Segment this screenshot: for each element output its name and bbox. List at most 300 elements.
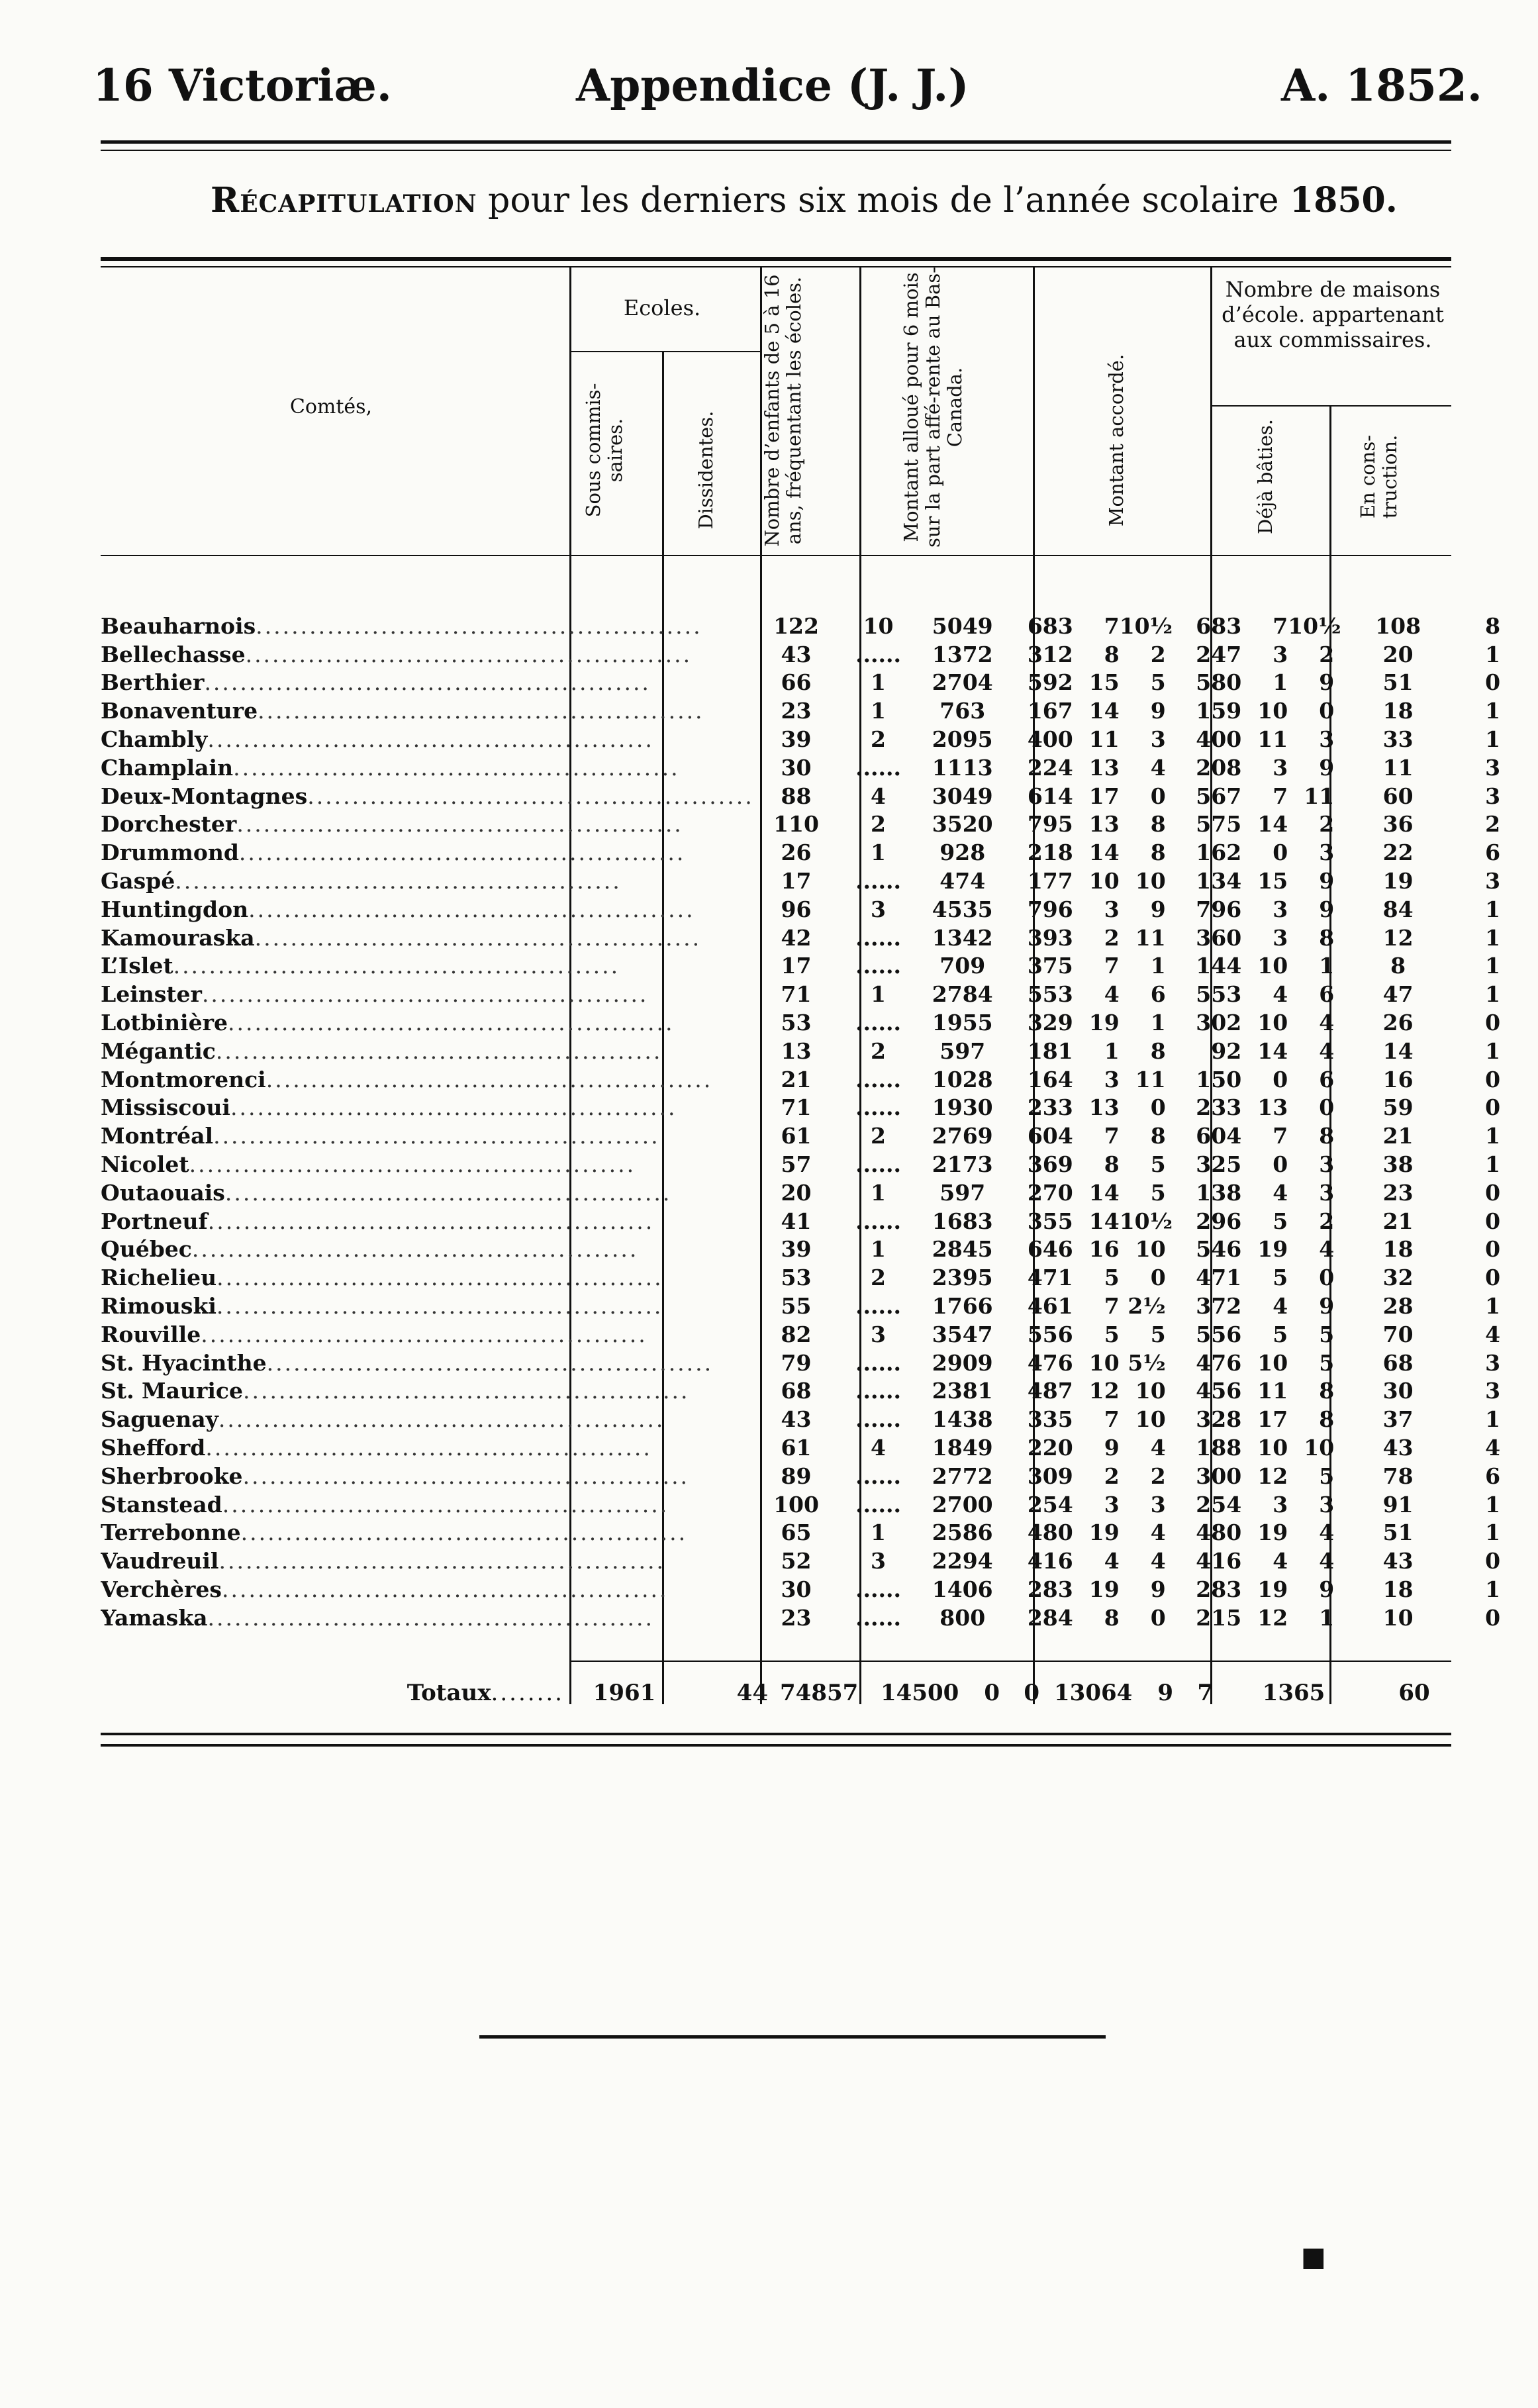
- cell-diss: 1: [871, 1236, 887, 1263]
- cell-alloue: [1007, 612, 1175, 640]
- cell-baties: 78: [1382, 1463, 1414, 1489]
- alloue-part: 9: [1104, 1435, 1120, 1461]
- cell-alloue: [1007, 1008, 1175, 1037]
- cell-county: Bellechasse..................................................: [101, 641, 693, 667]
- cell-accorde: [1175, 1349, 1349, 1377]
- cell-baties: 60: [1382, 783, 1414, 809]
- accorde-part: 0: [1273, 1151, 1288, 1178]
- alloue-part: 7: [1104, 1406, 1120, 1433]
- alloue-part: 2: [1104, 924, 1120, 951]
- alloue-part: 7: [1104, 1293, 1120, 1320]
- alloue-part: 12: [1088, 1378, 1120, 1404]
- county-name: Montmorenci: [101, 1066, 266, 1092]
- cell-constr: 1: [1485, 1123, 1501, 1149]
- col-montant-accorde-heading: Montant accordé.: [1105, 354, 1128, 527]
- county-name: Nicolet: [101, 1151, 189, 1178]
- alloue-part: 224: [1027, 754, 1073, 781]
- cell-county: L’Islet..................................................: [101, 953, 620, 979]
- cell-baties: 51: [1382, 1519, 1414, 1546]
- cell-constr: 3: [1485, 868, 1501, 894]
- cell-baties: 12: [1382, 924, 1414, 951]
- alloue-part: 487: [1027, 1378, 1073, 1404]
- accorde-part: 3: [1319, 1151, 1335, 1178]
- cell-enfants: 928: [939, 840, 986, 866]
- accorde-part: 3: [1273, 924, 1288, 951]
- cell-county: Bonaventure..................................................: [101, 698, 704, 724]
- accorde-part: 162: [1196, 840, 1242, 866]
- county-name: Lotbinière: [101, 1010, 228, 1036]
- table-row: [101, 1575, 1538, 1604]
- cell-sous: 43: [781, 1406, 812, 1433]
- cell-accorde: [1175, 1405, 1349, 1433]
- accorde-part: 19: [1257, 1236, 1288, 1263]
- alloue-part: 476: [1027, 1349, 1073, 1376]
- cell-alloue: [1007, 980, 1175, 1008]
- col-deja-baties-heading: Déjà bâties.: [1254, 419, 1276, 534]
- cell-sous: 43: [781, 641, 812, 667]
- cell-alloue: [1007, 1179, 1175, 1207]
- cell-accorde: [1175, 1179, 1349, 1207]
- cell-enfants: 5049: [932, 612, 993, 639]
- alloue-part: 181: [1027, 1037, 1073, 1064]
- county-name: Missiscoui: [101, 1094, 230, 1121]
- accorde-part: 4: [1319, 1236, 1335, 1263]
- cell-baties: 33: [1382, 726, 1414, 753]
- alloue-part: 8: [1150, 840, 1166, 866]
- alloue-part: 218: [1027, 840, 1073, 866]
- accorde-part: 8: [1319, 924, 1335, 951]
- accorde-part: 9: [1319, 754, 1335, 781]
- cell-accorde: [1175, 1547, 1349, 1575]
- accorde-part: 3: [1319, 840, 1335, 866]
- cell-enfants: 1438: [932, 1406, 993, 1433]
- alloue-part: 471: [1027, 1265, 1073, 1291]
- accorde-part: 476: [1196, 1349, 1242, 1376]
- alloue-part: 9: [1150, 896, 1166, 922]
- alloue-part: 7: [1104, 612, 1120, 639]
- county-name: St. Maurice: [101, 1378, 243, 1404]
- cell-accorde: [1175, 952, 1349, 981]
- alloue-part: 393: [1027, 924, 1073, 951]
- col-comtes-heading: Comtés,: [289, 395, 373, 418]
- cell-county: Saguenay..................................................: [101, 1406, 665, 1433]
- county-name: Terrebonne: [101, 1519, 241, 1546]
- county-name: Drummond: [101, 840, 239, 866]
- cell-sous: 96: [781, 896, 812, 922]
- alloue-part: 19: [1088, 1519, 1120, 1546]
- accorde-part: 247: [1196, 641, 1242, 667]
- cell-constr: 0: [1485, 1604, 1501, 1631]
- totals-enfants: 74857: [780, 1680, 859, 1706]
- cell-county: Sherbrooke..................................................: [101, 1463, 690, 1489]
- cell-alloue: [1007, 782, 1175, 810]
- totals-label-cell: Totaux........: [407, 1680, 564, 1706]
- cell-enfants: 2769: [932, 1123, 993, 1149]
- alloue-part: 4: [1104, 981, 1120, 1008]
- alloue-part: 1: [1150, 953, 1166, 979]
- alloue-part: 335: [1027, 1406, 1073, 1433]
- cell-county: Berthier..................................................: [101, 669, 651, 696]
- cell-constr: 1: [1485, 1151, 1501, 1178]
- cell-constr: 0: [1485, 1208, 1501, 1234]
- table-row: [101, 1008, 1538, 1037]
- alloue-part: 4: [1104, 1548, 1120, 1574]
- county-name: Sherbrooke: [101, 1463, 243, 1489]
- table-row: [101, 640, 1538, 669]
- accorde-part: 4: [1319, 1548, 1335, 1574]
- accorde-part: 5: [1273, 1208, 1288, 1234]
- alloue-part: 3: [1104, 896, 1120, 922]
- table-row: [101, 1235, 1538, 1264]
- col-sous-commissaires-heading: Sous commis-saires.: [582, 383, 626, 518]
- county-name: Leinster: [101, 981, 202, 1008]
- cell-alloue: [1007, 697, 1175, 725]
- cell-diss: 1: [871, 669, 887, 696]
- accorde-part: 150: [1196, 1066, 1242, 1092]
- accorde-part: 2: [1319, 811, 1335, 838]
- cell-diss: ......: [855, 1066, 901, 1092]
- alloue-part: 5: [1104, 1321, 1120, 1347]
- cell-sous: 61: [781, 1123, 812, 1149]
- cell-accorde: [1175, 980, 1349, 1008]
- county-name: Deux-Montagnes: [101, 783, 308, 809]
- cell-baties: 38: [1382, 1151, 1414, 1178]
- cell-diss: ......: [855, 1491, 901, 1517]
- cell-enfants: 1342: [932, 924, 993, 951]
- table-row: [101, 1065, 1538, 1094]
- cell-enfants: 2381: [932, 1378, 993, 1404]
- alloue-part: 0: [1150, 1094, 1166, 1121]
- cell-baties: 28: [1382, 1293, 1414, 1320]
- cell-accorde: [1175, 838, 1349, 867]
- accorde-part: 7: [1273, 783, 1288, 809]
- accorde-part: 159: [1196, 698, 1242, 724]
- accorde-part: 9: [1319, 868, 1335, 894]
- totals-accorde-l: 13064: [1054, 1680, 1133, 1706]
- cell-accorde: [1175, 1490, 1349, 1519]
- col-maisons-heading: Nombre de maisons d’école. appartenant aux commissaires.: [1222, 277, 1444, 352]
- accorde-part: 5: [1319, 1463, 1335, 1489]
- accorde-part: 0: [1319, 698, 1335, 724]
- cell-sous: 39: [781, 1236, 812, 1263]
- accorde-part: 2: [1319, 641, 1335, 667]
- cell-diss: 1: [871, 698, 887, 724]
- county-name: Beauharnois: [101, 612, 256, 639]
- cell-alloue: [1007, 1377, 1175, 1406]
- cell-enfants: 597: [939, 1037, 986, 1064]
- alloue-part: 329: [1027, 1010, 1073, 1036]
- cell-accorde: [1175, 1207, 1349, 1235]
- cell-constr: 6: [1485, 1463, 1501, 1489]
- cell-alloue: [1007, 1547, 1175, 1575]
- cell-accorde: [1175, 1604, 1349, 1632]
- cell-sous: 26: [781, 840, 812, 866]
- cell-diss: ......: [855, 1378, 901, 1404]
- cell-alloue: [1007, 1207, 1175, 1235]
- accorde-part: 9: [1319, 1293, 1335, 1320]
- cell-accorde: [1175, 924, 1349, 952]
- cell-sous: 23: [781, 1604, 812, 1631]
- cell-county: Dorchester..................................................: [101, 811, 683, 838]
- accorde-part: 3: [1319, 1179, 1335, 1206]
- cell-diss: 1: [871, 840, 887, 866]
- cell-sous: 71: [781, 1094, 812, 1121]
- alloue-part: 9: [1150, 698, 1166, 724]
- cell-county: Rouville..................................................: [101, 1321, 648, 1347]
- alloue-part: 683: [1027, 612, 1073, 639]
- cell-county: Outaouais..................................................: [101, 1179, 672, 1206]
- cell-constr: 1: [1485, 1491, 1501, 1517]
- cell-accorde: [1175, 810, 1349, 839]
- accorde-part: 12: [1257, 1604, 1288, 1631]
- accorde-part: 0: [1273, 1066, 1288, 1092]
- cell-constr: 0: [1485, 1548, 1501, 1574]
- county-name: Kamouraska: [101, 924, 255, 951]
- alloue-part: 7: [1104, 953, 1120, 979]
- table-top-rule-thick: [101, 257, 1451, 261]
- accorde-part: 10: [1257, 1349, 1288, 1376]
- totals-accorde: [1054, 1678, 1233, 1708]
- cell-constr: 1: [1485, 896, 1501, 922]
- alloue-part: 8: [1150, 1037, 1166, 1064]
- cell-baties: 43: [1382, 1435, 1414, 1461]
- cell-alloue: [1007, 1519, 1175, 1547]
- accorde-part: 0: [1319, 1265, 1335, 1291]
- cell-county: Richelieu..................................................: [101, 1265, 663, 1291]
- alloue-part: 5: [1150, 1321, 1166, 1347]
- cell-county: Missiscoui..................................................: [101, 1094, 677, 1121]
- county-name: Montréal: [101, 1123, 214, 1149]
- accorde-part: 144: [1196, 953, 1242, 979]
- alloue-part: 5: [1150, 1179, 1166, 1206]
- accorde-part: 0: [1319, 1094, 1335, 1121]
- cell-county: Montmorenci..................................................: [101, 1066, 713, 1092]
- alloue-part: 8: [1104, 1604, 1120, 1631]
- cell-accorde: [1175, 1575, 1349, 1604]
- cell-enfants: 709: [939, 953, 986, 979]
- alloue-part: 233: [1027, 1094, 1073, 1121]
- table-row: [101, 1122, 1538, 1150]
- col-dissidentes-heading: Dissidentes.: [695, 410, 717, 530]
- cell-diss: 3: [871, 1321, 887, 1347]
- cell-constr: 3: [1485, 1378, 1501, 1404]
- table-title: [211, 180, 1398, 220]
- cell-baties: 10: [1382, 1604, 1414, 1631]
- cell-enfants: 1113: [932, 754, 993, 781]
- table-row: [101, 838, 1538, 867]
- table-row: [101, 1263, 1538, 1292]
- accorde-part: 683: [1196, 612, 1242, 639]
- table-row: [101, 725, 1538, 753]
- title-lead: Récapitulation: [211, 180, 477, 220]
- alloue-part: 400: [1027, 726, 1073, 753]
- alloue-part: 4: [1150, 1548, 1166, 1574]
- county-name: Portneuf: [101, 1208, 208, 1234]
- cell-enfants: 597: [939, 1179, 986, 1206]
- alloue-part: 17: [1088, 783, 1120, 809]
- accorde-part: 6: [1319, 1066, 1335, 1092]
- cell-alloue: [1007, 1065, 1175, 1094]
- cell-constr: 1: [1485, 1293, 1501, 1320]
- running-header-left: 16 Victoriæ.: [93, 60, 392, 111]
- cell-alloue: [1007, 1320, 1175, 1349]
- alloue-part: 604: [1027, 1123, 1073, 1149]
- cell-enfants: 800: [939, 1604, 986, 1631]
- table-row: [101, 924, 1538, 952]
- cell-enfants: 763: [939, 698, 986, 724]
- cell-sous: 57: [781, 1151, 812, 1178]
- totals-label: Totaux: [407, 1680, 491, 1706]
- cell-enfants: 3547: [932, 1321, 993, 1347]
- cell-alloue: [1007, 1094, 1175, 1122]
- accorde-part: 9: [1319, 896, 1335, 922]
- cell-baties: 37: [1382, 1406, 1414, 1433]
- cell-sous: 122: [773, 612, 819, 639]
- accorde-part: 372: [1196, 1293, 1242, 1320]
- cell-diss: ......: [855, 1576, 901, 1602]
- county-name: Huntingdon: [101, 896, 249, 922]
- table-row: [101, 810, 1538, 839]
- accorde-part: 8: [1319, 1406, 1335, 1433]
- cell-diss: 4: [871, 783, 887, 809]
- cell-constr: 0: [1485, 1010, 1501, 1036]
- cell-alloue: [1007, 753, 1175, 782]
- accorde-part: 575: [1196, 811, 1242, 838]
- cell-enfants: 2909: [932, 1349, 993, 1376]
- alloue-part: 556: [1027, 1321, 1073, 1347]
- accorde-part: 580: [1196, 669, 1242, 696]
- accorde-part: 15: [1257, 868, 1288, 894]
- cell-constr: 4: [1485, 1435, 1501, 1461]
- accorde-part: 1: [1273, 669, 1288, 696]
- table-row: [101, 1519, 1538, 1547]
- accorde-part: 3: [1319, 726, 1335, 753]
- alloue-part: 284: [1027, 1604, 1073, 1631]
- accorde-part: 796: [1196, 896, 1242, 922]
- cell-sous: 20: [781, 1179, 812, 1206]
- cell-enfants: 2845: [932, 1236, 993, 1263]
- accorde-part: 3: [1273, 1491, 1288, 1517]
- cell-county: Drummond..................................................: [101, 840, 686, 866]
- accorde-part: 4: [1273, 1179, 1288, 1206]
- cell-county: Beauharnois..................................................: [101, 612, 702, 639]
- maisons-under-rule: [1212, 405, 1451, 407]
- cell-county: Verchères..................................................: [101, 1576, 669, 1602]
- cell-enfants: 2772: [932, 1463, 993, 1489]
- cell-baties: 59: [1382, 1094, 1414, 1121]
- cell-county: St. Hyacinthe..................................................: [101, 1349, 714, 1376]
- alloue-part: 3: [1150, 726, 1166, 753]
- cell-sous: 17: [781, 868, 812, 894]
- cell-sous: 65: [781, 1519, 812, 1546]
- cell-sous: 88: [781, 783, 812, 809]
- table-row: [101, 1604, 1538, 1632]
- cell-county: St. Maurice..................................................: [101, 1378, 690, 1404]
- cell-constr: 1: [1485, 1406, 1501, 1433]
- table-row: [101, 1094, 1538, 1122]
- cell-accorde: [1175, 725, 1349, 753]
- cell-enfants: 4535: [932, 896, 993, 922]
- cell-alloue: [1007, 952, 1175, 981]
- cell-accorde: [1175, 1150, 1349, 1179]
- alloue-part: 0: [1150, 783, 1166, 809]
- alloue-part: 646: [1027, 1236, 1073, 1263]
- cell-accorde: [1175, 612, 1349, 640]
- cell-constr: 0: [1485, 1265, 1501, 1291]
- cell-county: Chambly..................................................: [101, 726, 654, 753]
- accorde-part: 3: [1273, 896, 1288, 922]
- table-row: [101, 1462, 1538, 1490]
- cell-diss: ......: [855, 1094, 901, 1121]
- table-bottom-rule-1: [101, 1733, 1451, 1735]
- accorde-part: 4: [1319, 1037, 1335, 1064]
- alloue-part: 14: [1088, 1208, 1120, 1234]
- cell-accorde: [1175, 1263, 1349, 1292]
- cell-baties: 43: [1382, 1548, 1414, 1574]
- alloue-part: 2: [1104, 1463, 1120, 1489]
- alloue-part: 5: [1104, 1265, 1120, 1291]
- accorde-part: 1: [1319, 1604, 1335, 1631]
- cell-accorde: [1175, 1008, 1349, 1037]
- accorde-part: 14: [1257, 1037, 1288, 1064]
- accorde-part: 9: [1319, 1576, 1335, 1602]
- totals-sous: 1961: [593, 1680, 656, 1706]
- alloue-part: 461: [1027, 1293, 1073, 1320]
- accorde-part: 5: [1273, 1321, 1288, 1347]
- cell-alloue: [1007, 1462, 1175, 1490]
- cell-accorde: [1175, 1292, 1349, 1320]
- accorde-part: 233: [1196, 1094, 1242, 1121]
- title-text: pour les derniers six mois de l’année scolaire: [488, 181, 1279, 220]
- col-ecoles-heading: Ecoles.: [623, 295, 701, 320]
- cell-enfants: 1028: [932, 1066, 993, 1092]
- cell-diss: ......: [855, 924, 901, 951]
- accorde-part: 3: [1273, 641, 1288, 667]
- cell-diss: 2: [871, 811, 887, 838]
- cell-accorde: [1175, 895, 1349, 924]
- accorde-part: 5: [1319, 1321, 1335, 1347]
- cell-county: Terrebonne..................................................: [101, 1519, 688, 1546]
- cell-baties: 19: [1382, 868, 1414, 894]
- cell-accorde: [1175, 697, 1349, 725]
- alloue-part: 283: [1027, 1576, 1073, 1602]
- alloue-part: 796: [1027, 896, 1073, 922]
- cell-diss: 10: [863, 612, 894, 639]
- accorde-part: 188: [1196, 1435, 1242, 1461]
- totals-top-rule: [571, 1661, 1451, 1662]
- cell-sous: 17: [781, 953, 812, 979]
- cell-sous: 68: [781, 1378, 812, 1404]
- alloue-part: 2: [1150, 1463, 1166, 1489]
- cell-baties: 70: [1382, 1321, 1414, 1347]
- cell-enfants: 1372: [932, 641, 993, 667]
- cell-alloue: [1007, 1604, 1175, 1632]
- county-name: Gaspé: [101, 868, 175, 894]
- cell-diss: ......: [855, 1151, 901, 1178]
- county-name: Berthier: [101, 669, 205, 696]
- alloue-part: 480: [1027, 1519, 1073, 1546]
- totals-alloue-s: 0: [984, 1680, 1000, 1706]
- cell-county: Nicolet..................................................: [101, 1151, 636, 1178]
- cell-enfants: 2784: [932, 981, 993, 1008]
- accorde-part: 3: [1273, 754, 1288, 781]
- alloue-part: 0: [1150, 1265, 1166, 1291]
- cell-constr: 1: [1485, 1519, 1501, 1546]
- cell-county: Montréal..................................................: [101, 1123, 660, 1149]
- cell-constr: 0: [1485, 1236, 1501, 1263]
- accorde-part: 325: [1196, 1151, 1242, 1178]
- cell-county: Mégantic..................................................: [101, 1037, 663, 1064]
